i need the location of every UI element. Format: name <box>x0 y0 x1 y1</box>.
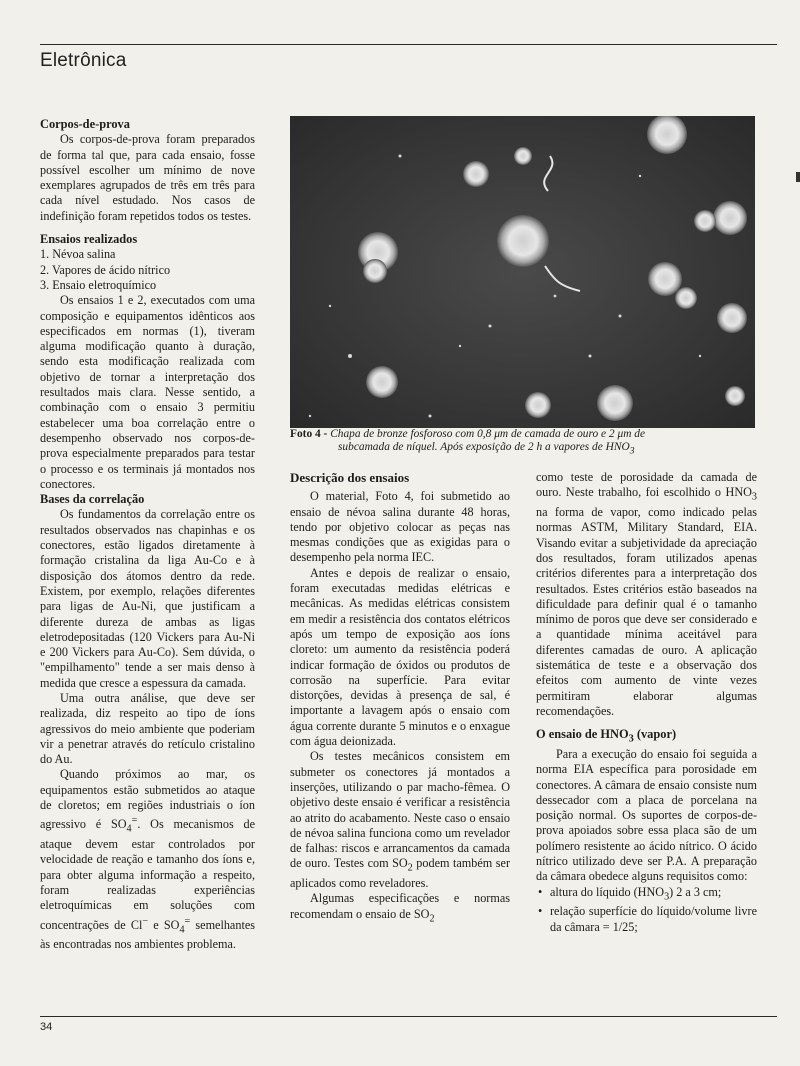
heading-bases-da-correlacao: Bases da correlação <box>40 492 145 507</box>
figure-label: Foto 4 - <box>290 428 328 440</box>
requirements-list <box>536 885 757 935</box>
column-middle <box>290 470 510 926</box>
figure-caption <box>290 428 757 457</box>
paragraph: Algumas especificações e normas recomendam o ensaio de $SO_2$ <box>290 891 510 925</box>
micrograph-photo <box>290 116 755 428</box>
heading-ensaios-realizados: Ensaios realizados <box>40 232 138 247</box>
list-item: • relação superfície do líquido/volume livre da câmara = 1/25; <box>536 904 757 935</box>
paragraph: Os corpos-de-prova foram preparados de forma tal que, para cada ensaio, fosse possível escolher um mínimo de nove exemplares agrupados de três em três para cada nível estudado. Nos casos de indefinição foram repetidos todos os testes. <box>40 132 255 223</box>
header-rule <box>40 44 777 45</box>
paragraph: como teste de porosidade da camada de ouro. Neste trabalho, foi escolhido o $HNO_3$ na forma de vapor, como indicado pelas normas ASTM, Military Standard, EIA. Visando evitar a subjetividade da apreciação dos resultados, foram utilizados apenas critérios diferentes para a interpretação dos resultados. Estes critérios estão baseados na dificuldade para definir qual é o tamanho mínimo de poros que deve ser considerado e a quantidade mínima aceitável para diferentes camadas de ouro. A aplicação sistemática de teste e a observação dos efeitos com aumento de vinte vezes permitiram elaborar algumas recomendações. <box>536 470 757 718</box>
page-number: 34 <box>40 1021 53 1033</box>
heading-corpos-de-prova: Corpos-de-prova <box>40 117 130 131</box>
column-left <box>40 117 255 953</box>
paragraph: Os testes mecânicos consistem em submeter os conectores já montados a inserções, utilizando o par macho-fêmea. O objetivo deste ensaio é verificar a resistência ao atrito do acabamento. Neste caso o ensaio de névoa salina funciona como um revelador de falhas: riscos e arrancamentos da camada de ouro. Testes com $SO_2$ podem também ser aplicados como reveladores. <box>290 749 511 891</box>
paragraph: Uma outra análise, que deve ser realizada, diz respeito ao tipo de íons agressivos do meio ambiente que poderiam vir a penetrar através do retículo cristalino do Au. <box>40 690 255 767</box>
caption-line-1: Chapa de bronze fosforoso com 0,8 μm de camada de ouro e 2 μm de <box>330 428 646 440</box>
list-item: 2. Vapores de ácido nítrico <box>40 262 171 277</box>
edge-mark <box>796 172 800 182</box>
list-item: 3. Ensaio eletroquímico <box>40 277 157 292</box>
paragraph: Quando próximos ao mar, os equipamentos estão submetidos ao ataque de cloretos; em regiões industriais o íon agressivo é $SO_4^=$. Os mecanismos de ataque devem estar controlados por velocidade de reação e tamanho dos íons e, para obter alguma informação a respeito, foram realizadas experiências eletroquímicas em soluções com concentrações de Cl− e $SO_4^=$ semelhantes às encontradas nos ambientes problema. <box>40 767 255 952</box>
paragraph: Os ensaios 1 e 2, executados com uma composição e equipamentos idênticos aos especificados em normas (1), tiveram alguma modificação quanto à duração, sendo esta modificação realizada com objetivo de tornar a interpretação dos resultados mais clara. Nesse sentido, a combinação com o ensaio 3 permitiu estabelecer uma boa correlação entre o desempenho observado nos corpos-de-prova especialmente preparados para testar o processo e os terminais já montados nos conectores. <box>40 293 255 491</box>
section-title: Eletrônica <box>40 50 127 71</box>
list-item: 1. Névoa salina <box>40 247 116 262</box>
caption-line-2: subcamada de níquel. Após exposição de 2 h a vapores de $HNO_3$ <box>338 440 635 456</box>
column-right <box>536 470 757 935</box>
micrograph-image <box>290 116 755 428</box>
paragraph: Para a execução do ensaio foi seguida a norma EIA específica para porosidade em conectores. A câmara de ensaio consiste num dessecador com a placa de porcelana na posição normal. Os suportes de corpos-de-prova apoiados sobre essa placa são de um polímero resistente ao ácido nítrico. O ácido nítrico utilizado deve ser P.A. A preparação da câmara obedece alguns requisitos como: <box>536 746 757 884</box>
heading-descricao-dos-ensaios: Descrição dos ensaios <box>290 470 410 485</box>
footer-rule <box>40 1016 777 1017</box>
list-item: • altura do líquido $(HNO_3)$ 2 a 3 cm; <box>536 885 757 905</box>
paragraph: Os fundamentos da correlação entre os resultados observados nas chapinhas e os conectores, estão ligados diretamente à formação cristalina da liga Au-Co e à disposição dos átomos dentro da rede. Existem, por exemplo, relações diferentes para ligas de Au-Ni, que justificam a diferente dureza de ambas as ligas eletrodepositadas (120 Vickers para Au-Ni e 200 Vickers para Au-Co). Sem dúvida, o "empilhamento" tende a ser mais denso à medida que cresce a espessura da camada. <box>40 507 255 690</box>
paragraph: O material, Foto 4, foi submetido ao ensaio de névoa salina durante 48 horas, tendo por objetivo colocar as peças nas mesmas condições que as exigidas para o desempenho pela norma IEC. <box>290 489 510 565</box>
heading-ensaio-hno3: O ensaio de $HNO_3$ (vapor) <box>536 727 677 745</box>
paragraph: Antes e depois de realizar o ensaio, foram executadas medidas elétricas e mecânicas. As medidas elétricas consistem em medir a resistência dos contatos elétricos após um tempo de exposição aos íons cloreto: um aumento da resistência poderá indicar formação de óxidos ou produtos de corrosão na superfície. Para evitar distorções, devidas à presença de sal, é importante a lavagem após o ensaio com água corrente durante 5 minutos e o enxague com água deionizada. <box>290 565 510 749</box>
